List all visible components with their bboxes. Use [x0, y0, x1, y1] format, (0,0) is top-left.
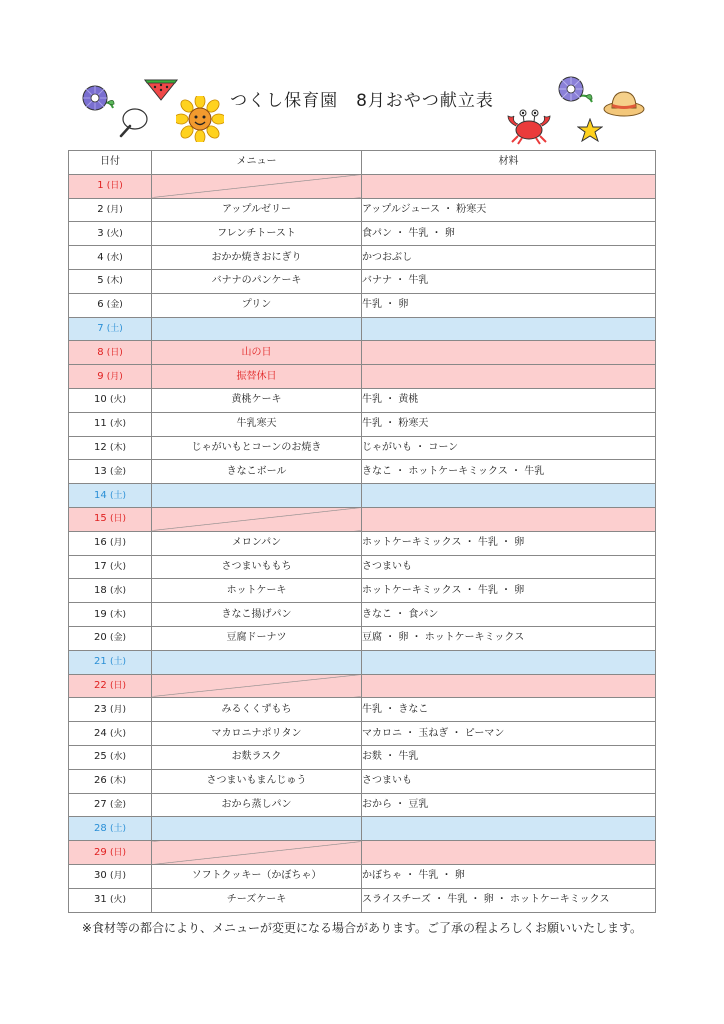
ingredients-cell: 牛乳 ・ 黄桃 [362, 388, 656, 412]
date-number: 28 [94, 822, 107, 834]
weekday-label: (日) [106, 181, 123, 192]
table-row [69, 436, 656, 460]
table-row [69, 388, 656, 412]
table-body [69, 174, 656, 912]
date-cell [69, 603, 152, 627]
menu-cell: ホットケーキ [152, 579, 362, 603]
ingredients-cell [362, 817, 656, 841]
date-cell [69, 174, 152, 198]
date-number: 8 [97, 346, 104, 358]
star-icon [577, 118, 603, 142]
date-cell [69, 817, 152, 841]
date-cell [69, 841, 152, 865]
table-row [69, 365, 656, 389]
table-row [69, 579, 656, 603]
table-row [69, 293, 656, 317]
menu-cell: きなこボール [152, 460, 362, 484]
ingredients-cell: マカロニ ・ 玉ねぎ ・ ピーマン [362, 722, 656, 746]
weekday-label: (日) [109, 680, 126, 691]
date-cell [69, 412, 152, 436]
table-row [69, 722, 656, 746]
date-number: 21 [94, 656, 107, 668]
date-number: 10 [94, 394, 107, 406]
weekday-label: (月) [109, 538, 126, 549]
ingredients-cell [362, 317, 656, 341]
date-number: 25 [94, 751, 107, 763]
menu-cell: さつまいももち [152, 555, 362, 579]
header-ingredients: 材料 [362, 151, 656, 175]
date-cell [69, 341, 152, 365]
date-cell [69, 531, 152, 555]
date-cell [69, 555, 152, 579]
ingredients-cell: きなこ ・ ホットケーキミックス ・ 牛乳 [362, 460, 656, 484]
date-number: 1 [97, 180, 104, 192]
weekday-label: (火) [109, 728, 126, 739]
menu-cell: 山の日 [152, 341, 362, 365]
weekday-label: (木) [109, 609, 126, 620]
menu-cell: お麩ラスク [152, 745, 362, 769]
table-row [69, 603, 656, 627]
date-cell [69, 698, 152, 722]
ingredients-cell: おから ・ 豆乳 [362, 793, 656, 817]
date-cell [69, 745, 152, 769]
weekday-label: (月) [106, 371, 123, 382]
ingredients-cell [362, 484, 656, 508]
weekday-label: (火) [109, 561, 126, 572]
weekday-label: (土) [109, 823, 126, 834]
ingredients-cell [362, 174, 656, 198]
table-row [69, 626, 656, 650]
date-cell [69, 864, 152, 888]
menu-cell: おから蒸しパン [152, 793, 362, 817]
weekday-label: (木) [109, 776, 126, 787]
weekday-label: (土) [106, 323, 123, 334]
weekday-label: (月) [109, 871, 126, 882]
date-number: 11 [94, 418, 107, 430]
ingredients-cell: さつまいも [362, 769, 656, 793]
table-row [69, 246, 656, 270]
table-row [69, 793, 656, 817]
page-title: つくし保育園 8月おやつ献立表 [230, 91, 494, 111]
menu-cell: ソフトクッキー（かぼちゃ） [152, 864, 362, 888]
menu-cell: 牛乳寒天 [152, 412, 362, 436]
date-number: 18 [94, 584, 107, 596]
table-row [69, 555, 656, 579]
menu-cell: きなこ揚げパン [152, 603, 362, 627]
ingredients-cell: お麩 ・ 牛乳 [362, 745, 656, 769]
table-row [69, 650, 656, 674]
menu-cell [152, 817, 362, 841]
table-row [69, 317, 656, 341]
menu-cell [152, 484, 362, 508]
table-row [69, 507, 656, 531]
weekday-label: (日) [106, 347, 123, 358]
menu-cell: じゃがいもとコーンのお焼き [152, 436, 362, 460]
ingredients-cell: バナナ ・ 牛乳 [362, 269, 656, 293]
date-cell [69, 317, 152, 341]
ingredients-cell: 牛乳 ・ 粉寒天 [362, 412, 656, 436]
date-cell [69, 460, 152, 484]
table-row [69, 769, 656, 793]
header-menu: メニュー [152, 151, 362, 175]
ingredients-cell: 牛乳 ・ きなこ [362, 698, 656, 722]
date-cell [69, 198, 152, 222]
weekday-label: (火) [109, 895, 126, 906]
date-cell [69, 365, 152, 389]
date-cell [69, 579, 152, 603]
weekday-label: (金) [109, 799, 126, 810]
weekday-label: (水) [109, 752, 126, 763]
ingredients-cell: スライスチーズ ・ 牛乳 ・ 卵 ・ ホットケーキミックス [362, 888, 656, 912]
menu-cell [152, 674, 362, 698]
menu-cell [152, 317, 362, 341]
weekday-label: (火) [109, 395, 126, 406]
date-cell [69, 769, 152, 793]
date-number: 29 [94, 846, 107, 858]
menu-cell: プリン [152, 293, 362, 317]
menu-cell: マカロニナポリタン [152, 722, 362, 746]
menu-cell: メロンパン [152, 531, 362, 555]
date-cell [69, 436, 152, 460]
ingredients-cell [362, 365, 656, 389]
date-cell [69, 269, 152, 293]
menu-cell: 豆腐ドーナツ [152, 626, 362, 650]
ingredients-cell: きなこ ・ 食パン [362, 603, 656, 627]
table-row [69, 841, 656, 865]
weekday-label: (月) [109, 704, 126, 715]
menu-cell: チーズケーキ [152, 888, 362, 912]
ingredients-cell: かぼちゃ ・ 牛乳 ・ 卵 [362, 864, 656, 888]
date-number: 12 [94, 441, 107, 453]
date-number: 23 [94, 703, 107, 715]
table-row [69, 888, 656, 912]
menu-cell: 振替休日 [152, 365, 362, 389]
table-row [69, 269, 656, 293]
date-number: 14 [94, 489, 107, 501]
ingredients-cell [362, 341, 656, 365]
date-number: 30 [94, 870, 107, 882]
ingredients-cell: ホットケーキミックス ・ 牛乳 ・ 卵 [362, 531, 656, 555]
menu-cell: アップルゼリー [152, 198, 362, 222]
date-cell [69, 507, 152, 531]
weekday-label: (土) [109, 490, 126, 501]
date-cell [69, 674, 152, 698]
ingredients-cell: ホットケーキミックス ・ 牛乳 ・ 卵 [362, 579, 656, 603]
ingredients-cell [362, 650, 656, 674]
date-number: 19 [94, 608, 107, 620]
crab-icon [504, 108, 554, 146]
date-cell [69, 793, 152, 817]
table-row [69, 222, 656, 246]
menu-cell: フレンチトースト [152, 222, 362, 246]
ingredients-cell: アップルジュース ・ 粉寒天 [362, 198, 656, 222]
menu-cell [152, 507, 362, 531]
date-number: 24 [94, 727, 107, 739]
table-row [69, 412, 656, 436]
ingredients-cell: 豆腐 ・ 卵 ・ ホットケーキミックス [362, 626, 656, 650]
table-row [69, 341, 656, 365]
weekday-label: (金) [106, 300, 123, 311]
date-number: 27 [94, 798, 107, 810]
date-number: 3 [97, 227, 104, 239]
weekday-label: (木) [109, 442, 126, 453]
weekday-label: (土) [109, 657, 126, 668]
date-number: 16 [94, 537, 107, 549]
table-row [69, 198, 656, 222]
weekday-label: (水) [106, 252, 123, 263]
ingredients-cell [362, 841, 656, 865]
footer-note: ※食材等の都合により、メニューが変更になる場合があります。ご了承の程よろしくお願いいたします。 [81, 921, 643, 935]
weekday-label: (金) [109, 466, 126, 477]
date-cell [69, 888, 152, 912]
table-row [69, 460, 656, 484]
weekday-label: (日) [109, 514, 126, 525]
weekday-label: (金) [109, 633, 126, 644]
table-row [69, 531, 656, 555]
date-number: 6 [97, 299, 104, 311]
table-row [69, 698, 656, 722]
weekday-label: (月) [106, 204, 123, 215]
menu-cell [152, 650, 362, 674]
date-number: 5 [97, 275, 104, 287]
ingredients-cell: 牛乳 ・ 卵 [362, 293, 656, 317]
date-cell [69, 293, 152, 317]
date-number: 15 [94, 513, 107, 525]
date-cell [69, 222, 152, 246]
menu-cell [152, 174, 362, 198]
date-cell [69, 650, 152, 674]
weekday-label: (日) [109, 847, 126, 858]
weekday-label: (木) [106, 276, 123, 287]
date-cell [69, 484, 152, 508]
table-row [69, 864, 656, 888]
date-number: 9 [97, 370, 104, 382]
menu-cell: バナナのパンケーキ [152, 269, 362, 293]
table-row [69, 174, 656, 198]
date-number: 26 [94, 775, 107, 787]
menu-cell: おかか焼きおにぎり [152, 246, 362, 270]
date-cell [69, 246, 152, 270]
weekday-label: (水) [109, 585, 126, 596]
table-row [69, 745, 656, 769]
snack-menu-table [68, 150, 656, 913]
date-number: 22 [94, 679, 107, 691]
table-header-row [69, 151, 656, 175]
ingredients-cell [362, 674, 656, 698]
date-number: 7 [97, 322, 104, 334]
ingredients-cell: さつまいも [362, 555, 656, 579]
menu-cell: さつまいもまんじゅう [152, 769, 362, 793]
menu-cell [152, 841, 362, 865]
ingredients-cell: 食パン ・ 牛乳 ・ 卵 [362, 222, 656, 246]
date-cell [69, 722, 152, 746]
date-cell [69, 388, 152, 412]
date-number: 4 [97, 251, 104, 263]
ingredients-cell [362, 507, 656, 531]
date-number: 17 [94, 560, 107, 572]
uchiwa-fan-icon [116, 108, 150, 138]
table-row [69, 484, 656, 508]
table-row [69, 674, 656, 698]
weekday-label: (火) [106, 228, 123, 239]
menu-cell: 黄桃ケーキ [152, 388, 362, 412]
date-number: 2 [97, 203, 104, 215]
weekday-label: (水) [109, 419, 126, 430]
header-day: 日付 [69, 151, 152, 175]
ingredients-cell: かつおぶし [362, 246, 656, 270]
date-number: 20 [94, 632, 107, 644]
date-number: 13 [94, 465, 107, 477]
ingredients-cell: じゃがいも ・ コーン [362, 436, 656, 460]
table-row [69, 817, 656, 841]
date-number: 31 [94, 894, 107, 906]
menu-cell: みるくくずもち [152, 698, 362, 722]
date-cell [69, 626, 152, 650]
